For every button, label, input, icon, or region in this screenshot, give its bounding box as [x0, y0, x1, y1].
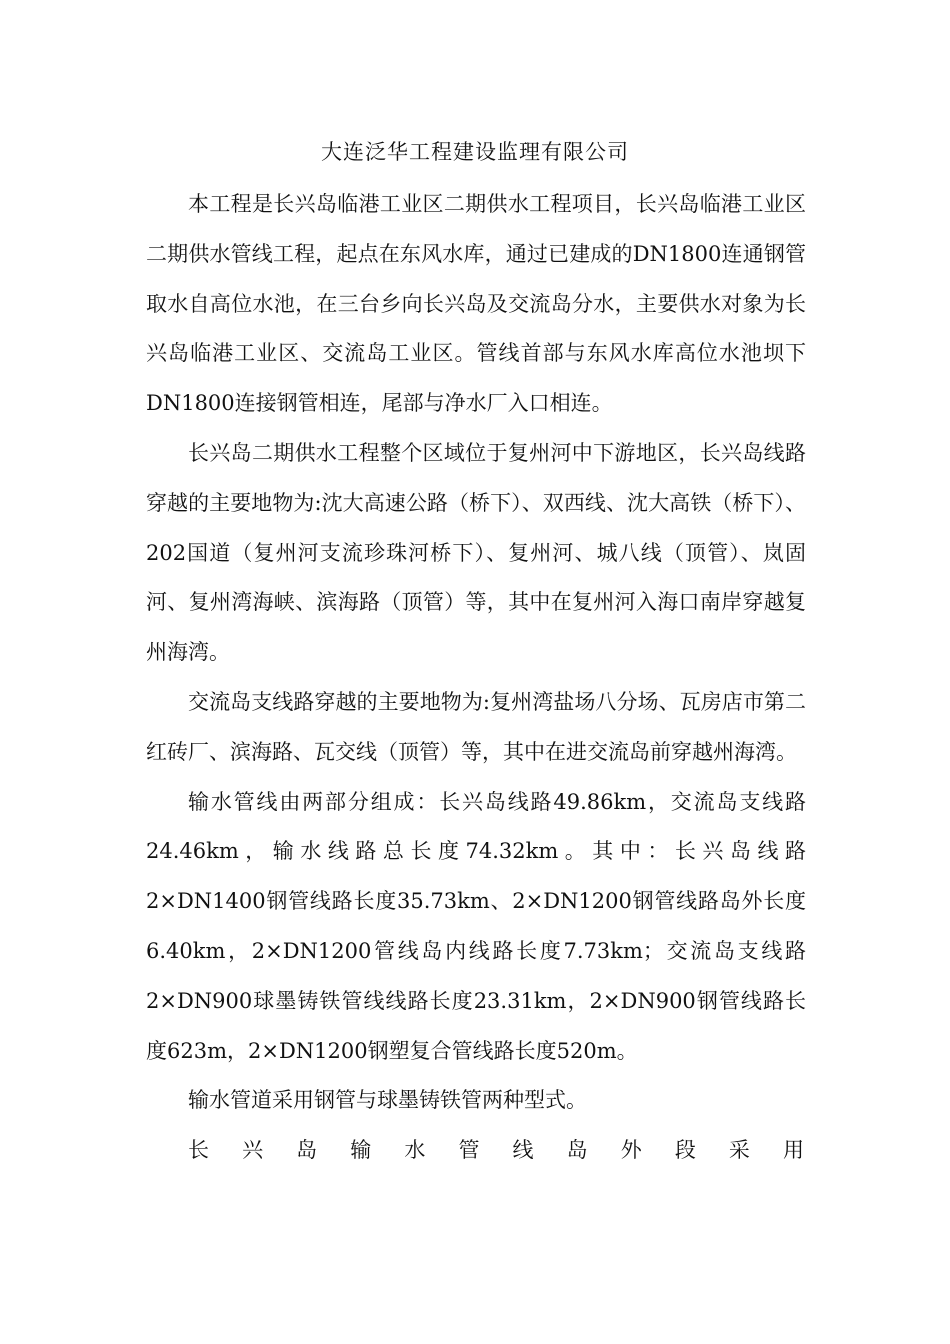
company-header: 大连泛华工程建设监理有限公司: [321, 140, 629, 164]
paragraph-jiaoliu-route: 交流岛支线路穿越的主要地物为:复州湾盐场八分场、瓦房店市第二红砖厂、滨海路、瓦交线（顶管）等，其中在进交流岛前穿越州海湾。: [146, 689, 806, 764]
paragraph-changxing-route: 长兴岛二期供水工程整个区域位于复州河中下游地区，长兴岛线路穿越的主要地物为:沈大高速公路（桥下）、双西线、沈大高铁（桥下）、202国道（复州河支流珍珠河桥下）、复州河、城八线（顶管）、岚固河、复州湾海峡、滨海路（顶管）等，其中在复州河入海口南岸穿越复州海湾。: [146, 440, 806, 665]
document-body: [146, 180, 806, 1176]
paragraph-pipeline-composition: 输水管线由两部分组成：长兴岛线路49.86km，交流岛支线路24.46km，输水线路总长度74.32km。其中：长兴岛线路2×DN1400钢管线路长度35.73km、2×DN1200钢管线路岛外长度6.40km，2×DN1200管线岛内线路长度7.73km；交流岛支线路2×DN900球墨铸铁管线线路长度23.31km，2×DN900钢管线路长度623m，2×DN1200钢塑复合管线路长度520m。: [146, 789, 806, 1063]
paragraph-pipe-types: 输水管道采用钢管与球墨铸铁管两种型式。: [188, 1088, 587, 1113]
paragraph-project-overview: 本工程是长兴岛临港工业区二期供水工程项目，长兴岛临港工业区二期供水管线工程，起点在东风水库，通过已建成的DN1800连通钢管取水自高位水池，在三台乡向长兴岛及交流岛分水，主要供水对象为长兴岛临港工业区、交流岛工业区。管线首部与东风水库高位水池坝下DN1800连接钢管相连，尾部与净水厂入口相连。: [146, 192, 806, 416]
paragraph-offshore-section: 长兴岛输水管线岛外段采用: [188, 1138, 806, 1163]
